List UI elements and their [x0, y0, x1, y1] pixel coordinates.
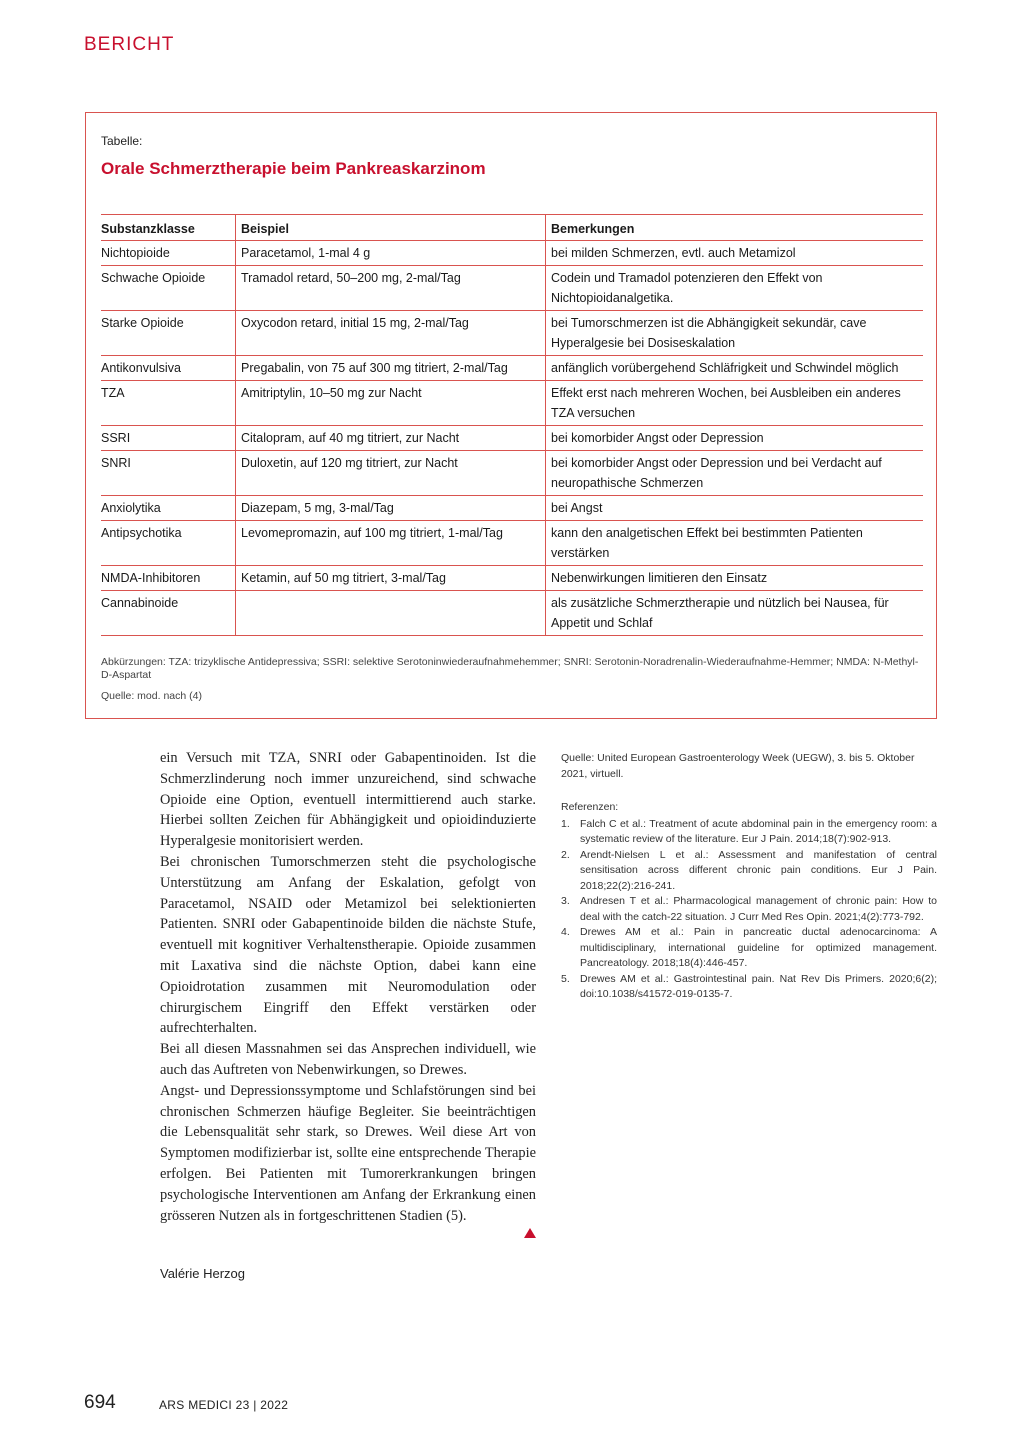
table-cell: Codein und Tramadol potenzieren den Effekt von Nichtopioidanalgetika.	[546, 266, 924, 311]
table-cell: Effekt erst nach mehreren Wochen, bei Ausbleiben ein anderes TZA versuchen	[546, 381, 924, 426]
reference-text: Drewes AM et al.: Pain in pancreatic ductal adenocarcinoma: A multidisciplinary, international guideline for optimized management. Pancreatology. 2018;18(4):446-457.	[580, 926, 937, 969]
paragraph: Bei chronischen Tumorschmerzen steht die psychologische Unterstützung am Anfang der Eskalation, gefolgt von Paracetamol, NSAID oder Metamizol bei selektionierten Patienten. SNRI oder Gabapentinoide bilden die nächste Stufe, eventuell mit kognitiver Verhaltenstherapie. Opioide zusammen mit Laxativa sind die nächste Option, dabei kann eine Opioidrotation zusammen mit Neuromodulation oder chirurgischem Eingriff den Effekt verstärken oder aufrechterhalten.	[160, 853, 536, 1037]
table-cell: Antikonvulsiva	[101, 356, 236, 381]
reference-number: 4.	[561, 926, 570, 938]
paragraph: Angst- und Depressionssymptome und Schlafstörungen sind bei chronischen Schmerzen häufige Begleiter. Sie beeinträchtigen die Lebensqualität sehr stark, so Drewes. Weil diese Art von Symptomen modifizierbar ist, sollte eine entsprechende Therapie erfolgen. Bei Patienten mit Tumorerkrankungen bringen psychologische Interventionen am Anfang der Erkrankung einen grösseren Nutzen als in fortgeschrittenen Stadien (5).	[160, 1082, 536, 1224]
table-cell: bei Tumorschmerzen ist die Abhängigkeit sekundär, cave Hyperalgesie bei Dosiseskalation	[546, 311, 924, 356]
table-box	[85, 112, 937, 719]
table-cell: Duloxetin, auf 120 mg titriert, zur Nacht	[236, 451, 546, 496]
column-header: Substanzklasse	[101, 215, 236, 241]
section-label: BERICHT	[84, 34, 175, 55]
table-cell: Oxycodon retard, initial 15 mg, 2-mal/Tag	[236, 311, 546, 356]
table-row	[101, 426, 923, 451]
sidebar-source: Quelle: United European Gastroenterology Week (UEGW), 3. bis 5. Oktober 2021, virtuell.	[561, 752, 915, 780]
references-list	[561, 817, 937, 1003]
table-row	[101, 591, 923, 636]
table-cell: bei milden Schmerzen, evtl. auch Metamizol	[546, 241, 924, 266]
table-cell: Cannabinoide	[101, 591, 236, 636]
table-cell: anfänglich vorübergehend Schläfrigkeit und Schwindel möglich	[546, 356, 924, 381]
table-cell: Levomepromazin, auf 100 mg titriert, 1-mal/Tag	[236, 521, 546, 566]
table-cell: bei Angst	[546, 496, 924, 521]
table-cell: Paracetamol, 1-mal 4 g	[236, 241, 546, 266]
reference-text: Falch C et al.: Treatment of acute abdominal pain in the emergency room: a systematic review of the literature. Eur J Pain. 2014;18(7):902-913.	[580, 817, 937, 845]
table-cell: SNRI	[101, 451, 236, 496]
table-row	[101, 266, 923, 311]
table-cell: Nichtopioide	[101, 241, 236, 266]
reference-number: 2.	[561, 848, 570, 861]
reference-text: Andresen T et al.: Pharmacological management of chronic pain: How to deal with the catch-22 situation. J Curr Med Res Opin. 2021;4(2):773-792.	[580, 895, 937, 923]
table-cell: NMDA-Inhibitoren	[101, 566, 236, 591]
reference-number: 3.	[561, 895, 570, 907]
table-cell: bei komorbider Angst oder Depression	[546, 426, 924, 451]
journal-name: ARS MEDICI 23 | 2022	[159, 1398, 289, 1412]
reference-item	[561, 925, 937, 972]
table-cell: als zusätzliche Schmerztherapie und nützlich bei Nausea, für Appetit und Schlaf	[546, 591, 924, 636]
table-title: Orale Schmerztherapie beim Pankreaskarzinom	[101, 159, 486, 178]
article-body	[160, 748, 536, 1226]
reference-item	[561, 848, 937, 895]
table-row	[101, 566, 923, 591]
column-header: Beispiel	[236, 215, 546, 241]
table-cell: TZA	[101, 381, 236, 426]
reference-item	[561, 817, 937, 848]
table-cell: Antipsychotika	[101, 521, 236, 566]
end-triangle-icon	[524, 1228, 536, 1238]
table-row	[101, 521, 923, 566]
reference-number: 5.	[561, 972, 570, 985]
table-cell: Starke Opioide	[101, 311, 236, 356]
therapy-table	[101, 214, 923, 636]
table-cell: Diazepam, 5 mg, 3-mal/Tag	[236, 496, 546, 521]
table-cell: Anxiolytika	[101, 496, 236, 521]
sidebar	[561, 751, 937, 1003]
table-cell: Schwache Opioide	[101, 266, 236, 311]
table-row	[101, 241, 923, 266]
author-name: Valérie Herzog	[160, 1266, 246, 1281]
table-row	[101, 356, 923, 381]
table-cell: kann den analgetischen Effekt bei bestimmten Patienten verstärken	[546, 521, 924, 566]
table-source: Quelle: mod. nach (4)	[101, 690, 202, 702]
paragraph: Bei all diesen Massnahmen sei das Ansprechen individuell, wie auch das Auftreten von Nebenwirkungen, so Drewes.	[160, 1041, 536, 1078]
paragraph: ein Versuch mit TZA, SNRI oder Gabapentinoiden. Ist die Schmerzlinderung noch immer unzureichend, sind schwache Opioide eine Option, eventuell intermittierend auch starke. Hierbei sollten Zeichen für Abhängigkeit und opioidinduzierte Hyperalgesie monitorisiert werden.	[160, 750, 536, 850]
table-cell	[236, 591, 546, 636]
column-header: Bemerkungen	[546, 215, 924, 241]
table-cell: SSRI	[101, 426, 236, 451]
table-cell: bei komorbider Angst oder Depression und bei Verdacht auf neuropathische Schmerzen	[546, 451, 924, 496]
table-cell: Amitriptylin, 10–50 mg zur Nacht	[236, 381, 546, 426]
table-abbreviations: Abkürzungen: TZA: trizyklische Antidepressiva; SSRI: selektive Serotoninwiederaufnahmehemmer; SNRI: Serotonin-Noradrenalin-Wiederaufnahme-Hemmer; NMDA: N-Methyl-D-Aspartat	[101, 656, 919, 681]
reference-item	[561, 972, 937, 1003]
reference-item	[561, 894, 937, 925]
table-row	[101, 381, 923, 426]
table-label: Tabelle:	[101, 134, 143, 148]
table-row	[101, 451, 923, 496]
table-cell: Nebenwirkungen limitieren den Einsatz	[546, 566, 924, 591]
reference-text: Drewes AM et al.: Gastrointestinal pain. Nat Rev Dis Primers. 2020;6(2); doi:10.1038/s41572-019-0135-7.	[580, 972, 937, 1000]
references-heading: Referenzen:	[561, 801, 619, 813]
table-row	[101, 311, 923, 356]
table-cell: Ketamin, auf 50 mg titriert, 3-mal/Tag	[236, 566, 546, 591]
table-header-row	[101, 215, 923, 241]
table-cell: Pregabalin, von 75 auf 300 mg titriert, 2-mal/Tag	[236, 356, 546, 381]
reference-text: Arendt-Nielsen L et al.: Assessment and manifestation of central sensitisation across different chronic pain conditions. Eur J Pain. 2018;22(2):216-241.	[580, 848, 937, 892]
reference-number: 1.	[561, 817, 570, 830]
table-cell: Tramadol retard, 50–200 mg, 2-mal/Tag	[236, 266, 546, 311]
table-cell: Citalopram, auf 40 mg titriert, zur Nacht	[236, 426, 546, 451]
page-number: 694	[84, 1392, 116, 1413]
table-row	[101, 496, 923, 521]
